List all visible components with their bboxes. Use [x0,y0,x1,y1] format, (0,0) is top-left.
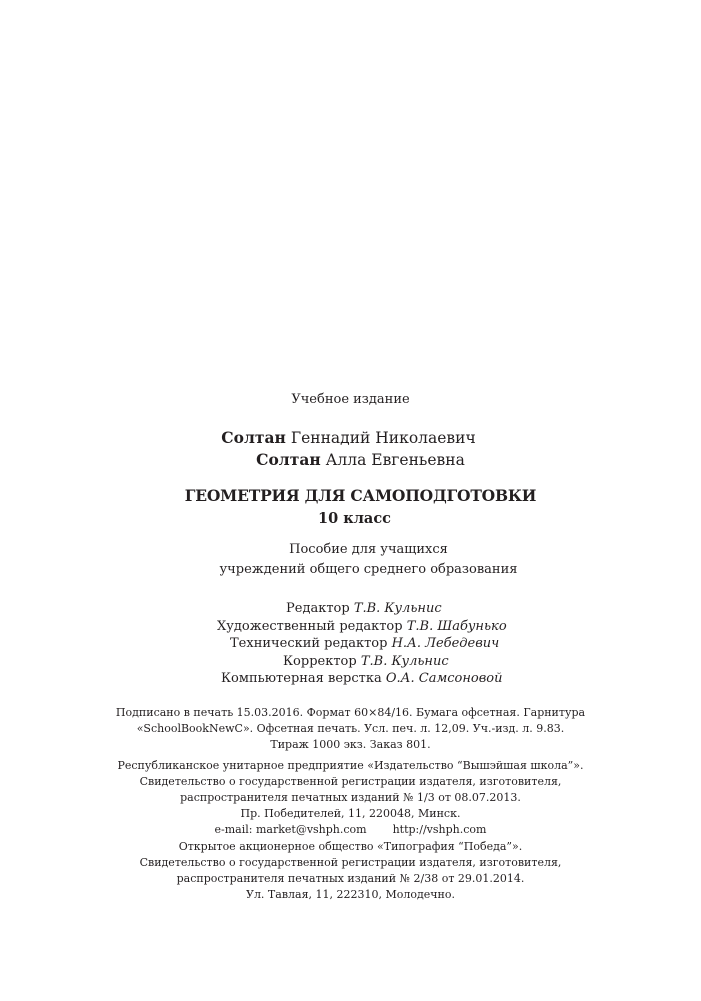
edition-type: Учебное издание [291,392,410,407]
publisher-contacts [0,822,701,838]
credit-role: Компьютерная верстка [221,671,382,686]
credit-name: Н.А. Лебедевич [391,636,500,651]
print-info-line: «SchoolBookNewC». Офсетная печать. Усл. печ. л. 12,09. Уч.-изд. л. 9.83. [136,722,565,736]
publisher-line: распространителя печатных изданий № 1/3 от 08.07.2013. [180,791,521,805]
credit-name: Т.В. Шабунько [406,618,507,634]
purpose-line-2: учреждений общего среднего образования [219,562,518,577]
author-1-surname: Солтан [221,428,286,447]
credit-role: Художественный редактор [217,618,403,634]
credit-name: О.А. Самсоновой [385,671,503,686]
print-info-line: Подписано в печать 15.03.2016. Формат 60×84/16. Бумага офсетная. Гарнитура [115,706,586,719]
author-2 [10,450,701,469]
printer-line: Открытое акционерное общество «Типография “Победа”». [178,839,523,853]
publisher-line: Республиканское унитарное предприятие «Издательство “Вышэйшая школа”». [117,758,584,772]
author-1 [0,428,699,447]
author-1-given-name: Геннадий Николаевич [290,429,476,447]
credit-role: Корректор [283,653,357,669]
imprint-block [0,705,701,903]
credit-role: Технический редактор [230,636,388,651]
credit-proofreader [283,653,701,671]
credit-layout [221,670,701,688]
publisher-website: http://vshph.com [392,823,487,837]
credit-technical-editor [230,635,701,653]
publisher-line: Пр. Победителей, 11, 220048, Минск. [240,807,461,821]
credits-block [0,600,701,688]
credit-editor [286,600,701,618]
publisher-line: Свидетельство о государственной регистрации издателя, изготовителя, [139,774,562,788]
print-info-line: Тираж 1000 экз. Заказ 801. [270,738,431,752]
author-2-given-name: Алла Евгеньевна [325,451,465,469]
grade-label: 10 класс [318,510,391,527]
printer-line: распространителя печатных изданий № 2/38 от 29.01.2014. [176,872,525,886]
credit-name: Т.В. Кульнис [353,601,442,616]
printer-line: Свидетельство о государственной регистрации издателя, изготовителя, [139,855,562,869]
publisher-email: e-mail: market@vshph.com [214,823,367,837]
credit-name: Т.В. Кульнис [360,653,449,669]
author-2-surname: Солтан [256,450,321,469]
credit-art-editor [217,618,701,636]
purpose-line-1: Пособие для учащихся [289,542,448,557]
book-title: ГЕОМЕТРИЯ ДЛЯ САМОПОДГОТОВКИ [184,486,537,505]
printer-line: Ул. Тавлая, 11, 222310, Молодечно. [246,888,455,902]
credit-role: Редактор [286,601,350,616]
